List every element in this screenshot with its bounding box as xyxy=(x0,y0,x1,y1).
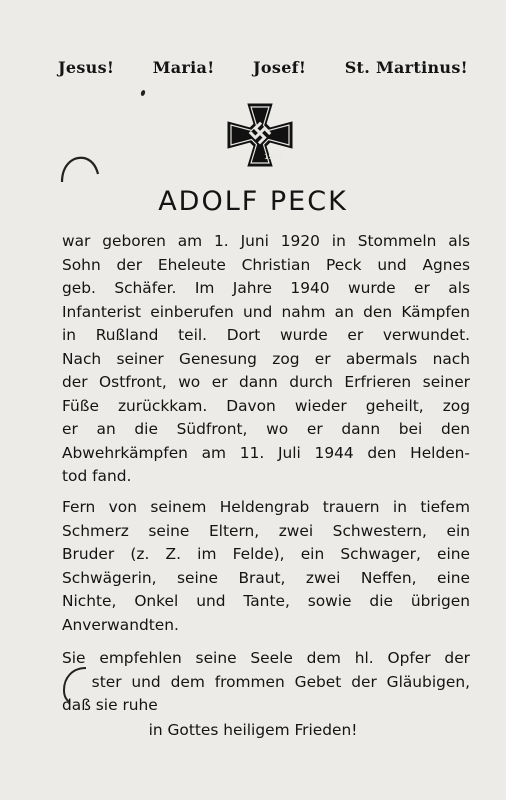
paper-tear-mark xyxy=(58,152,102,186)
biography-paragraph xyxy=(62,230,470,489)
invocation-maria: Maria! xyxy=(152,58,215,77)
ink-speck xyxy=(140,89,146,96)
header-invocations xyxy=(58,58,468,77)
text-line: Nichte, Onkel und Tante, sowie die übrigen xyxy=(62,592,470,610)
iron-cross-icon xyxy=(226,102,294,168)
text-line: Abwehrkämpfen am 11. Juli 1944 den Helden- xyxy=(62,443,470,462)
text-line: tod fand. xyxy=(62,467,132,485)
text-line: geb. Schäfer. Im Jahre 1940 wurde er als xyxy=(62,279,470,297)
text-line: Sohn der Eheleute Christian Peck und Agnes xyxy=(62,255,470,274)
text-line: Nach seiner Genesung zog er abermals nach xyxy=(62,349,470,368)
text-line: war geboren am 1. Juni 1920 in Stommeln als xyxy=(62,232,470,250)
text-line: Anverwandten. xyxy=(62,615,179,634)
text-line: Schwägerin, seine Braut, zwei Neffen, eine xyxy=(62,568,470,587)
text-line: Infanterist einberufen und nahm an den Kämpfen xyxy=(62,302,470,321)
invocation-jesus: Jesus! xyxy=(58,58,115,77)
text-line: daß sie ruhe xyxy=(62,696,158,714)
text-line: er an die Südfront, wo er dann bei den xyxy=(62,420,470,438)
text-line: Bruder (z. Z. im Felde), ein Schwager, eine xyxy=(62,545,470,563)
invocation-josef: Josef! xyxy=(253,58,307,77)
deceased-name: ADOLF PECK xyxy=(158,186,348,217)
text-line: ster und dem frommen Gebet der Gläubigen, xyxy=(62,672,470,691)
prayer-request-paragraph xyxy=(62,647,470,718)
text-line: der Ostfront, wo er dann durch Erfrieren seiner xyxy=(62,373,470,391)
text-line: Füße zurückkam. Davon wieder geheilt, zog xyxy=(62,396,470,415)
cross-year: 1939 xyxy=(264,153,282,161)
text-line: in Rußland teil. Dort wurde er verwundet. xyxy=(62,326,470,344)
text-line: Sie empfehlen seine Seele dem hl. Opfer der xyxy=(62,649,470,667)
text-line: Schmerz seine Eltern, zwei Schwestern, ein xyxy=(62,521,470,540)
text-line: Fern von seinem Heldengrab trauern in tiefem xyxy=(62,498,470,516)
mourners-paragraph xyxy=(62,496,470,637)
invocation-st-martinus: St. Martinus! xyxy=(344,58,468,77)
closing-line: in Gottes heiligem Frieden! xyxy=(148,721,358,739)
